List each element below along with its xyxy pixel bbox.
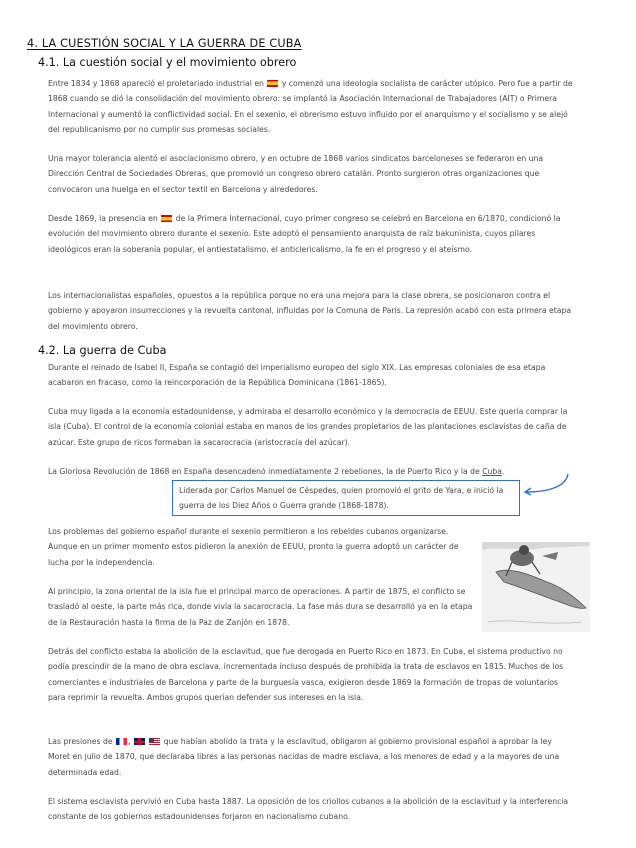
- paragraph-text: .: [502, 467, 505, 476]
- section-title-4-1: 4.1. La cuestión social y el movimiento obrero: [38, 56, 297, 69]
- callout-box: Liderada por Carlos Manuel de Céspedes, quien promovió el grito de Yara, e inició la guerra de los Diez Años o Guerra grande (1868-1878).: [172, 480, 520, 516]
- paragraph-text: Desde 1869, la presencia en: [48, 214, 161, 223]
- spain-flag-icon: [161, 215, 172, 222]
- paragraph: [48, 464, 576, 479]
- main-heading: 4. LA CUESTIÓN SOCIAL Y LA GUERRA DE CUBA: [27, 37, 302, 50]
- paragraph: Una mayor tolerancia alentó el asociacionismo obrero, y en octubre de 1868 varios sindicatos barceloneses se federaron en una Dirección Central de Sociedades Obreras, que promovió un congreso obrero catalán. Pronto surgieron otras organizaciones que convocaron una huelga en el sector textil en Barcelona y alrededores.: [48, 154, 544, 194]
- paragraph: Detrás del conflicto estaba la abolición de la esclavitud, que fue derogada en Puerto Rico en 1873. En Cuba, el sistema productivo no podía prescindir de la mano de obra esclava, incrementada incluso después de prohibida la trata de esclavos en 1815. Muchos de los comerciantes e industriales de Barcelona y parte de la burguesía vasca, exigieron desde 1869 la formación de tropas de voluntarios para reprimir la revuelta. Ambos grupos querían defender sus intereses en la isla.: [48, 647, 564, 702]
- france-flag-icon: [116, 738, 127, 745]
- paragraph: [48, 211, 576, 257]
- cuba-annotated-word: Cuba: [482, 467, 503, 476]
- paragraph: Al principio, la zona oriental de la isla fue el principal marco de operaciones. A partir de 1875, el conflicto se trasladó al oeste, la parte más rica, donde vivía la sacarocracia. La fase más dura se desarrolló ya en la etapa de la Restauración hasta la firma de la Paz de Zanjón en 1878.: [48, 587, 473, 627]
- paragraph-text: Entre 1834 y 1868 apareció el proletariado industrial en: [48, 79, 267, 88]
- usa-flag-icon: [149, 738, 160, 745]
- section-title-4-2: 4.2. La guerra de Cuba: [38, 344, 167, 357]
- paragraph-text: que habían abolido la trata y la esclavitud, obligaron al gobierno provisional español a aprobar la ley Moret en julio de 1870, que declaraba libres a las personas nacidas de madre esclava, a los menores de edad y a la mayores de una determinada edad.: [48, 737, 560, 777]
- curved-arrow-icon: [520, 470, 580, 500]
- paragraph: Las presiones de , que habían abolido la trata y la esclavitud, obligaron al gobierno provisional español a aprobar la ley Moret en julio de 1870, que declaraba libres a las personas nacidas de madre esclava, a los menores de edad y a la mayores de una determinada edad.: [48, 737, 560, 777]
- paragraph: [48, 76, 576, 137]
- paragraph: El sistema esclavista pervivió en Cuba hasta 1887. La oposición de los criollos cubanos a la abolición de la esclavitud y la interferencia constante de los gobiernos estadounidenses forjaron en nacionalismo cubano.: [48, 797, 569, 822]
- paragraph-text: Las presiones de: [48, 737, 115, 746]
- paragraph-text: de la Primera Internacional, cuyo primer congreso se celebró en Barcelona en 6/1870, condicionó la evolución del movimiento obrero durante el sexenio. Este adoptó el pensamiento anarquista de raíz bakuninista, cuyos pilares ideológicos eran la soberanía popular, el antiestatalismo, el anticlericalismo, la fe en el progreso y el ateísmo.: [48, 214, 561, 254]
- uk-flag-icon: [134, 738, 145, 745]
- paragraph-text: y comenzó una ideología socialista de carácter utópico. Pero fue a partir de 1868 cuando se dió la consolidación del movimiento obrero: se implantó la Asociación Internacional de Trabajadores (AIT) o Primera Internacional y aumentó la conflictividad social. En el sexenio, el obrerismo estuvo influido por el anarquismo y el socialismo y se alejó del republicanismo por no cumplir sus promesas sociales.: [48, 79, 573, 134]
- paragraph: Cuba muy ligada a la economía estadounidense, y admiraba el desarrollo económico y la democracia de EEUU. Este quería comprar la isla (Cuba). El control de la economía colonial estaba en manos de los grandes propietarios de las plantaciones esclavistas de caña de azúcar. Este grupo de ricos formaban la sacarocracia (aristocracia del azúcar).: [48, 407, 568, 447]
- cuba-map-illustration: [482, 542, 590, 632]
- paragraph: Durante el reinado de Isabel II, España se contagió del imperialismo europeo del siglo XIX. Las empresas coloniales de esa etapa acabaron en fracaso, como la reincorporación de la República Dominicana (1861-1865).: [48, 363, 546, 388]
- spain-flag-icon: [267, 80, 278, 87]
- paragraph: Los problemas del gobierno español durante el sexenio permitieron a los rebeldes cubanos organizarse. Aunque en un primer momento estos pidieron la anexión de EEUU, pronto la guerra adoptó un carácter de lucha por la independencia.: [48, 527, 459, 567]
- paragraph: Los internacionalistas españoles, opuestos a la república porque no era una mejora para la clase obrera, se posicionaron contra el gobierno y apoyaron insurrecciones y la revuelta cantonal, influidas por la Comuna de París. La represión acabó con esta primera etapa del movimiento obrero.: [48, 291, 572, 331]
- paragraph-text: La Gloriosa Revolución de 1868 en España desencadenó inmediatamente 2 rebeliones, la de Puerto Rico y la de: [48, 467, 483, 476]
